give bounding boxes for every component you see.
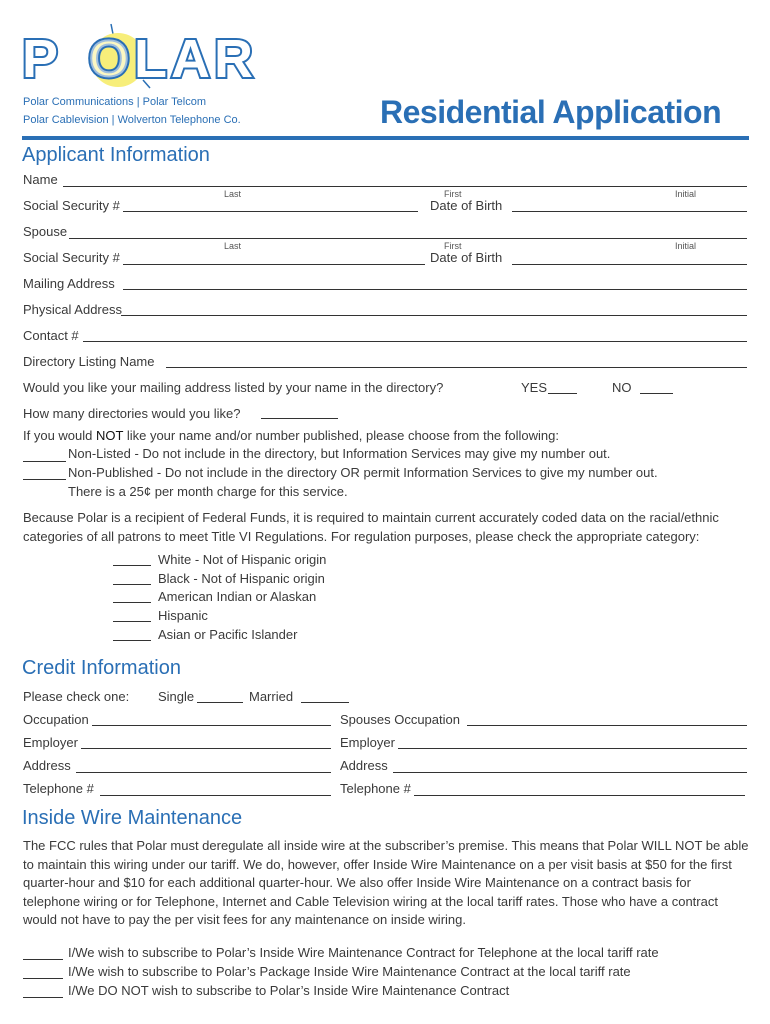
svg-text:O: O: [88, 29, 131, 89]
yes-label: YES: [521, 380, 548, 395]
contact-label: Contact #: [23, 328, 79, 343]
spouse-initial-caption: Initial: [675, 241, 697, 251]
publish-not: NOT: [96, 428, 124, 443]
spouse-telephone-field[interactable]: [414, 795, 745, 796]
category-2: Black - Not of Hispanic origin: [158, 571, 325, 586]
occupation-label: Occupation: [23, 712, 89, 727]
mailing-field[interactable]: [123, 289, 747, 290]
publish-instruction: [23, 428, 559, 443]
category-3: American Indian or Alaskan: [158, 589, 317, 604]
occupation-field[interactable]: [92, 725, 331, 726]
charge-note: There is a 25¢ per month charge for this service.: [68, 484, 348, 499]
company-line-2: Polar Cablevision | Wolverton Telephone Co.: [23, 114, 241, 126]
category-5: Asian or Pacific Islander: [158, 627, 298, 642]
federal-funds-text: Because Polar is a recipient of Federal Funds, it is required to maintain current accurately coded data on the racial/ethnic categories of all patrons to meet Title VI Regulations. For regulation purposes, please check the appropriate category:: [23, 510, 719, 544]
spouses-occupation-label: Spouses Occupation: [340, 712, 460, 727]
spouse-field[interactable]: [69, 238, 747, 239]
wire-text: The FCC rules that Polar must deregulate all inside wire at the subscriber’s premise. This means that Polar WILL NOT be able to maintain this wiring under our tariff. We do, however, offer Inside Wire Maintenance on a per visit basis at $50 for the first quarter-hour and $10 for each additional quarter-hour. We also offer Inside Wire Maintenance on a contract basis for telephone wiring or for Telephone, Internet and Cable Television wiring at the local tariff rates. Those who have a contract would not have to pay the per visit fees for any maintenance on inside wiring.: [23, 838, 749, 927]
last-caption: Last: [224, 189, 242, 199]
wire-option-field-3[interactable]: [23, 997, 63, 998]
spouse-employer-field[interactable]: [398, 748, 747, 749]
wire-option-1: I/We wish to subscribe to Polar’s Inside Wire Maintenance Contract for Telephone at the local tariff rate: [68, 945, 659, 960]
no-field[interactable]: [640, 393, 673, 394]
physical-label: Physical Address: [23, 302, 122, 317]
check-one-label: Please check one:: [23, 689, 130, 704]
yes-field[interactable]: [548, 393, 577, 394]
svg-text:LAR: LAR: [134, 29, 257, 89]
spouse-ssn-field[interactable]: [123, 264, 425, 265]
ssn-field[interactable]: [123, 211, 418, 212]
dob-label: Date of Birth: [430, 198, 503, 213]
how-many-label: How many directories would you like?: [23, 406, 241, 421]
non-published-field[interactable]: [23, 479, 66, 480]
physical-field[interactable]: [121, 315, 747, 316]
spouse-dob-field[interactable]: [512, 264, 747, 265]
wire-section-title: Inside Wire Maintenance: [22, 807, 243, 829]
category-1: White - Not of Hispanic origin: [158, 552, 327, 567]
category-field-2[interactable]: [113, 584, 151, 585]
non-listed-field[interactable]: [23, 461, 66, 462]
first-caption: First: [444, 189, 462, 199]
name-field[interactable]: [63, 186, 747, 187]
spouse-first-caption: First: [444, 241, 462, 251]
publish-pre: If you would: [23, 428, 96, 443]
directory-label: Directory Listing Name: [23, 354, 155, 369]
listed-question: Would you like your mailing address listed by your name in the directory?: [23, 380, 444, 395]
spouse-address-label: Address: [340, 758, 388, 773]
address-field[interactable]: [76, 772, 331, 773]
how-many-field[interactable]: [261, 418, 338, 419]
spouse-ssn-label: Social Security #: [23, 250, 120, 265]
category-field-3[interactable]: [113, 602, 151, 603]
credit-section-title: Credit Information: [22, 657, 181, 679]
spouse-employer-label: Employer: [340, 735, 395, 750]
header-rule: [22, 136, 749, 140]
wire-option-field-1[interactable]: [23, 959, 63, 960]
logo-text: P: [22, 29, 65, 89]
dob-field[interactable]: [512, 211, 747, 212]
wire-option-3: I/We DO NOT wish to subscribe to Polar’s Inside Wire Maintenance Contract: [68, 983, 510, 998]
directory-field[interactable]: [166, 367, 747, 368]
single-field[interactable]: [197, 702, 243, 703]
polar-logo: [20, 22, 265, 92]
logo-graphic: [20, 22, 265, 92]
spouses-occupation-field[interactable]: [467, 725, 747, 726]
initial-caption: Initial: [675, 189, 697, 199]
telephone-field[interactable]: [100, 795, 331, 796]
ssn-label: Social Security #: [23, 198, 120, 213]
spouse-address-field[interactable]: [393, 772, 747, 773]
mailing-label: Mailing Address: [23, 276, 115, 291]
address-label: Address: [23, 758, 71, 773]
spouse-last-caption: Last: [224, 241, 242, 251]
applicant-section-title: Applicant Information: [22, 144, 210, 166]
wire-option-2: I/We wish to subscribe to Polar’s Package Inside Wire Maintenance Contract at the local tariff rate: [68, 964, 631, 979]
category-field-1[interactable]: [113, 565, 151, 566]
name-label: Name: [23, 172, 58, 187]
company-line-1: Polar Communications | Polar Telcom: [23, 96, 207, 108]
contact-field[interactable]: [83, 341, 747, 342]
single-label: Single: [158, 689, 195, 704]
category-field-4[interactable]: [113, 621, 151, 622]
non-published-option: Non-Published - Do not include in the directory OR permit Information Services to give my number out.: [68, 465, 658, 480]
spouse-telephone-label: Telephone #: [340, 781, 411, 796]
category-4: Hispanic: [158, 608, 208, 623]
employer-label: Employer: [23, 735, 78, 750]
non-listed-option: Non-Listed - Do not include in the directory, but Information Services may give my number out.: [68, 446, 611, 461]
spouse-label: Spouse: [23, 224, 68, 239]
spouse-dob-label: Date of Birth: [430, 250, 503, 265]
married-field[interactable]: [301, 702, 349, 703]
category-field-5[interactable]: [113, 640, 151, 641]
married-label: Married: [249, 689, 294, 704]
employer-field[interactable]: [81, 748, 331, 749]
page-title: Residential Application: [380, 94, 722, 130]
publish-post: like your name and/or number published, please choose from the following:: [123, 428, 559, 443]
telephone-label: Telephone #: [23, 781, 94, 796]
wire-option-field-2[interactable]: [23, 978, 63, 979]
no-label: NO: [612, 380, 632, 395]
